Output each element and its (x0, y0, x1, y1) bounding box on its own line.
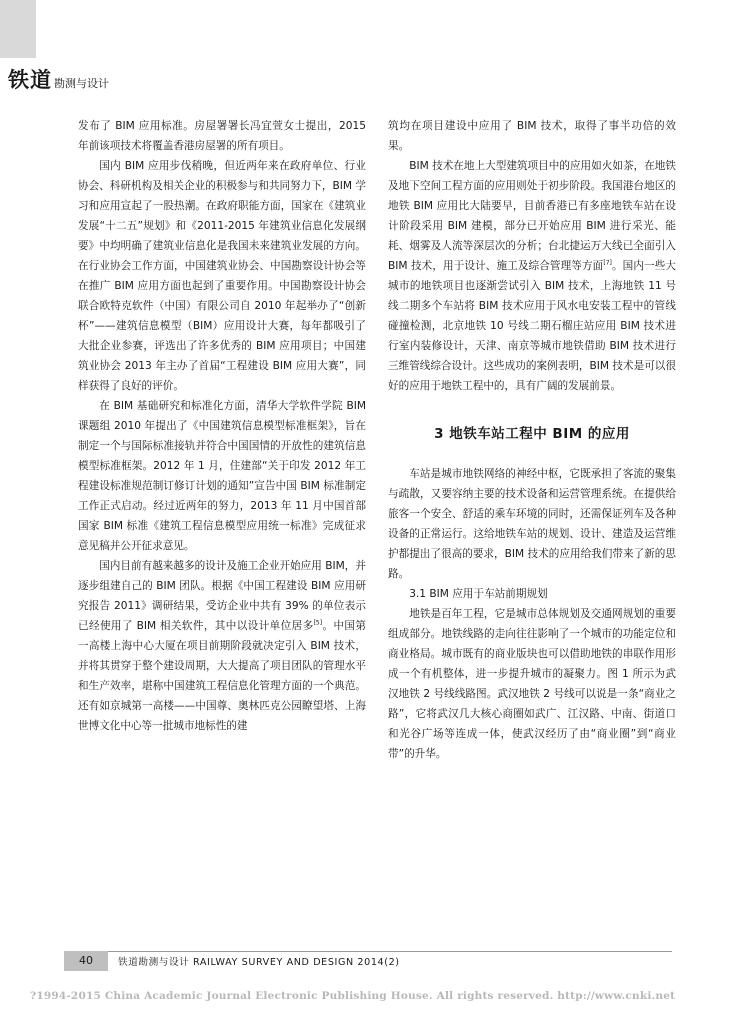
page-number: 40 (64, 951, 108, 971)
paragraph: 发布了 BIM 应用标准。房屋署署长冯宜萱女士提出，2015 年前该项技术将覆盖香港房屋署的所有项目。 (78, 120, 366, 152)
paragraph-text: 。中国第一高楼上海中心大厦在项目前期阶段就决定引入 BIM 技术，并将其贯穿于整个建设周期，大大提高了项目团队的管理水平和生产效率，堪称中国建筑工程信息化管理方面的一个典范。还有如京城第一高楼——中国尊、奥林匹克公园瞭望塔、上海世博文化中心等一批城市地标性的建 (78, 620, 367, 732)
left-column (78, 116, 366, 736)
journal-subtitle: 勘测与设计 (54, 77, 109, 90)
paragraph-text: 国内目前有越来越多的设计及施工企业开始应用 BIM，并逐步组建自己的 BIM 团队。根据《中国工程建设 BIM 应用研究报告 2011》调研结果，受访企业中共有 39% 的单位表示已经使用了 BIM 相关软件，其中以设计单位居多 (78, 560, 366, 632)
paragraph (78, 556, 366, 736)
paragraph (388, 156, 676, 396)
journal-header (8, 64, 109, 94)
copyright-notice: ?1994-2015 China Academic Journal Electronic Publishing House. All rights reserved. http://www.cnki.net (30, 990, 676, 1002)
paragraph: 国内 BIM 应用步伐稍晚，但近两年来在政府单位、行业协会、科研机构及相关企业的积极参与和共同努力下，BIM 学习和应用宣起了一股热潮。在政府职能方面，国家在《建筑业发展“十二五”规划》和《2011-2015 年建筑业信息化发展纲要》中均明确了建筑业信息化是我国未来建筑业发展的方向。在行业协会工作方面，中国建筑业协会、中国勘察设计协会等在推广 BIM 应用方面也起到了重要作用。中国勘察设计协会联合欧特克软件（中国）有限公司自 2010 年起举办了“创新杯”——建筑信息模型（BIM）应用设计大赛，每年都吸引了大批企业参赛，评选出了许多优秀的 BIM 应用项目；中国建筑业协会 2013 年主办了首届“工程建设 BIM 应用大赛”，同样获得了良好的评价。 (78, 160, 366, 392)
paragraph-text: 。国内一些大城市的地铁项目也逐渐尝试引入 BIM 技术，上海地铁 11 号线二期多个车站将 BIM 技术应用于风水电安装工程中的管线碰撞检测，北京地铁 10 号线二期石榴庄站应用 BIM 技术进行室内装修设计，天津、南京等城市地铁借助 BIM 技术进行三维管线综合设计。这些成功的案例表明，BIM 技术是可以很好的应用于地铁工程中的，具有广阔的发展前景。 (388, 260, 676, 392)
right-column (388, 116, 676, 764)
journal-name: 铁道 (8, 68, 52, 92)
subsection-heading: 3.1 BIM 应用于车站前期规划 (409, 588, 548, 600)
citation-ref: [7] (603, 259, 612, 267)
paragraph: 筑均在项目建设中应用了 BIM 技术，取得了事半功倍的效果。 (388, 120, 676, 152)
section-heading: 3 地铁车站工程中 BIM 的应用 (434, 426, 630, 442)
corner-decoration (0, 0, 36, 58)
citation-ref: [5] (313, 619, 323, 627)
footer-journal-title: 铁道勘测与设计 RAILWAY SURVEY AND DESIGN 2014(2) (118, 957, 400, 968)
paragraph: 在 BIM 基础研究和标准化方面，清华大学软件学院 BIM 课题组 2010 年提出了《中国建筑信息模型标准框架》，旨在制定一个与国际标准接轨并符合中国国情的开放性的建筑信息模型标准框架。2012 年 1 月，住建部“关于印发 2012 年工程建设标准规范制订修订计划的通知”宣告中国 BIM 标准制定工作正式启动。经过近两年的努力，2013 年 11 月中国首部国家 BIM 标准《建筑工程信息模型应用统一标准》完成征求意见稿并公开征求意见。 (78, 400, 366, 552)
paragraph: 车站是城市地铁网络的神经中枢，它既承担了客流的聚集与疏散，又要容纳主要的技术设备和运营管理系统。在提供给旅客一个安全、舒适的乘车环境的同时，还需保证列车及各种设备的正常运行。这给地铁车站的规划、设计、建造及运营维护都提出了很高的要求，BIM 技术的应用给我们带来了新的思路。 (388, 468, 676, 580)
paragraph: 地铁是百年工程，它是城市总体规划及交通网规划的重要组成部分。地铁线路的走向往往影响了一个城市的功能定位和商业格局。城市既有的商业版块也可以借助地铁的串联作用形成一个有机整体，进一步提升城市的凝聚力。图 1 所示为武汉地铁 2 号线线路图。武汉地铁 2 号线可以说是一条“商业之路”，它将武汉几大核心商圈如武广、江汉路、中南、街道口和光谷广场等连成一体，使武汉经历了由“商业圈”到“商业带”的升华。 (388, 608, 676, 760)
paragraph-text: BIM 技术在地上大型建筑项目中的应用如火如茶，在地铁及地下空间工程方面的应用则处于初步阶段。我国港台地区的地铁 BIM 应用比大陆要早，目前香港已有多座地铁车站在设计阶段采用 BIM 建模，部分已开始应用 BIM 进行采光、能耗、烟雾及人流等深层次的分析；台北捷运万大线已全面引入 BIM 技术，用于设计、施工及综合管理等方面 (388, 160, 676, 272)
